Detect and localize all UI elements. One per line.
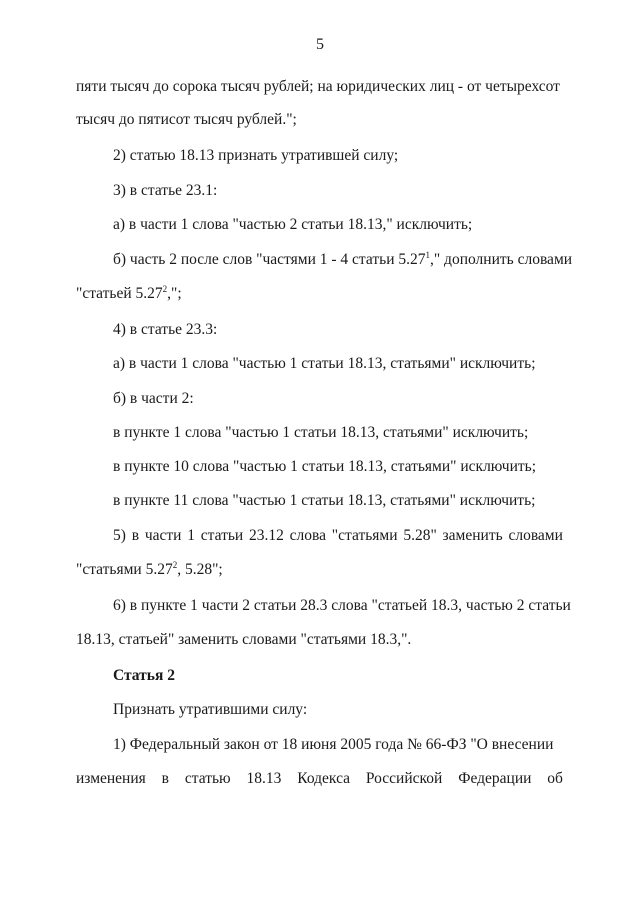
article-2-heading: Статья 2 [113,667,175,684]
word: статьи [200,527,244,544]
text-line-2: тысяч до пятисот тысяч рублей."; [76,111,297,128]
item-2-line: 2) статью 18.13 признать утратившей силу; [113,147,399,164]
item-3b-continuation [76,284,182,304]
item-3b-text-start: б) часть 2 после слов "частями 1 - 4 статьи 5.27 [113,251,426,268]
item-5-line [113,526,563,546]
item-6-line: 6) в пункте 1 части 2 статьи 28.3 слова "статьей 18.3, частью 2 статьи [113,597,571,614]
word: 1 [187,527,195,544]
item-4b-point-1: в пункте 1 слова "частью 1 статьи 18.13, статьями" исключить; [113,424,529,441]
item-3b-superscript: 1 [425,250,430,260]
word: заменить [442,527,503,544]
item-3a-line: а) в части 1 слова "частью 2 статьи 18.13," исключить; [113,216,473,233]
item-3b-cont-text: "статьей 5.27 [76,285,163,302]
page-number: 5 [316,36,324,53]
item-3-line: 3) в статье 23.1: [113,182,218,199]
word: Кодекса [297,770,351,787]
text-line-1: пяти тысяч до сорока тысяч рублей; на юридических лиц - от четырехсот [76,78,560,95]
article-2-item-1-continuation [76,769,563,789]
word: части [144,527,182,544]
item-5-continuation [76,560,223,580]
word: изменения [76,770,146,787]
item-5-cont-end: , 5.28"; [177,561,223,578]
word: статью [184,770,231,787]
word: 5) [113,527,126,544]
word: в [131,527,140,544]
word: в [161,770,169,787]
item-3b-cont-superscript: 2 [162,284,168,294]
item-4b-point-11: в пункте 11 слова "частью 1 статьи 18.13, статьями" исключить; [113,492,536,509]
article-2-item-1: 1) Федеральный закон от 18 июня 2005 года № 66-ФЗ "О внесении [113,736,554,753]
word: слова [289,527,327,544]
item-3b-line [113,250,572,270]
item-4b-point-10: в пункте 10 слова "частью 1 статьи 18.13, статьями" исключить; [113,458,537,475]
word: 5.28" [403,527,437,544]
word: словами [508,527,563,544]
item-3b-text-end: ," дополнить словами [429,251,573,268]
word: "статьями [331,527,398,544]
word: 23.12 [249,527,284,544]
item-4b-line: б) в части 2: [113,390,194,407]
item-3b-cont-end: ,"; [167,285,182,302]
article-2-intro: Признать утратившими силу: [113,701,308,718]
item-6-continuation: 18.13, статьей" заменить словами "статьями 18.3,". [76,631,412,648]
word: Федерации [458,770,532,787]
word: об [547,770,563,787]
word: 18.13 [246,770,282,787]
word: Российской [365,770,443,787]
item-4-line: 4) в статье 23.3: [113,321,218,338]
item-4a-line: а) в части 1 слова "частью 1 статьи 18.13, статьями" исключить; [113,355,536,372]
item-5-cont-text: "статьями 5.27 [76,561,173,578]
item-5-cont-superscript: 2 [172,560,178,570]
